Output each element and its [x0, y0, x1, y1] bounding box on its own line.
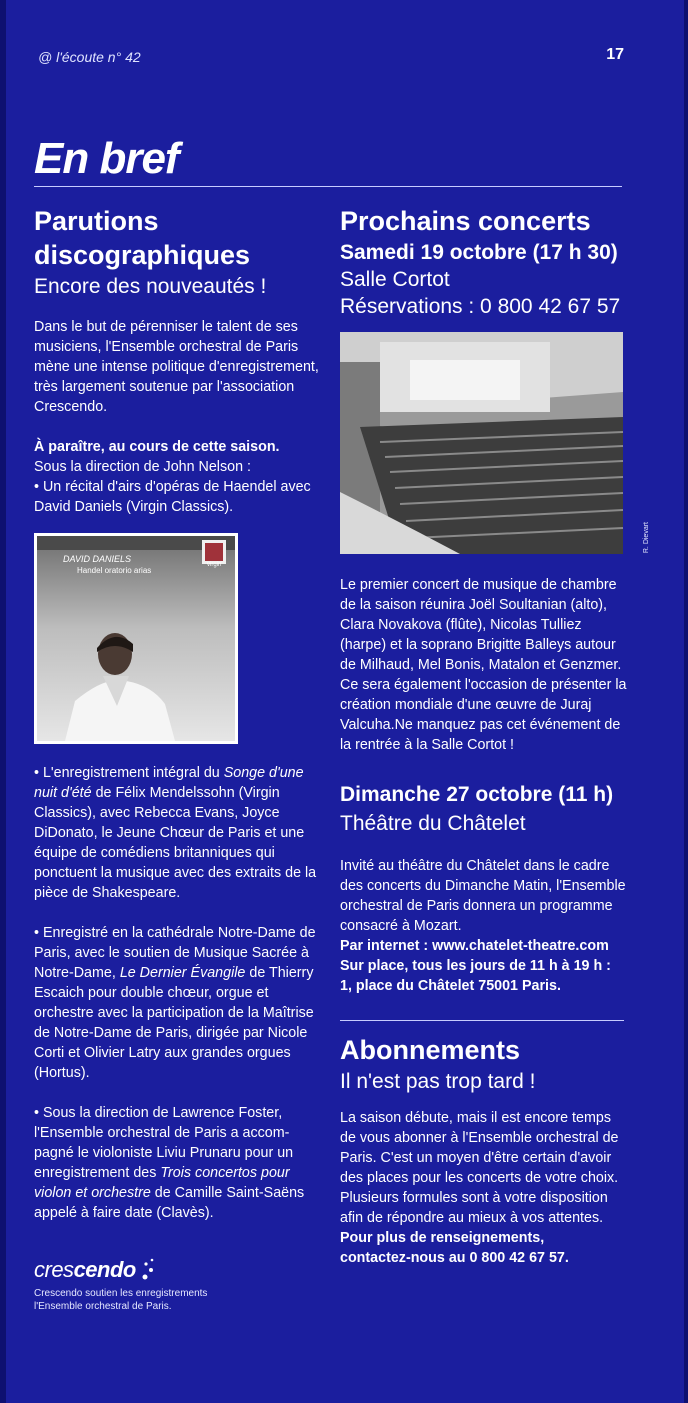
- crescendo-logo: [34, 1257, 319, 1283]
- photo-credit: R. Dievart: [643, 522, 650, 554]
- concert-hall-illustration: [340, 332, 623, 554]
- crescendo-wordmark: [34, 1257, 136, 1283]
- upcoming-heading: À paraître, au cours de cette saison.: [34, 439, 280, 455]
- upcoming-item-1: • Un récital d'airs d'opéras de Haendel avec David Daniels (Virgin Classics).: [34, 479, 311, 515]
- left-column: [34, 204, 319, 1313]
- subscriptions-divider: [340, 1020, 624, 1021]
- item-3-title: Le Dernier Évangile: [119, 965, 246, 981]
- concert1-venue: Salle Cortot: [340, 268, 450, 291]
- page-edge-right: [684, 0, 688, 1403]
- item-4-pre: • Sous la direction de Lawrence Foster, l'Ensemble orchestral de Paris a accompagné le violoniste Liviu Prunaru pour un enregistrement des: [34, 1105, 294, 1181]
- concert2-onsite: Sur place, tous les jours de 11 h à 19 h :: [340, 958, 611, 974]
- item-3-post: de Thierry Escaich pour double chœur, orgue et orchestre avec la participation de la Maîtrise de Notre-Dame de Paris, dirigée par Nicole Corti et Olivier Latry aux grandes orgues (Hortus).: [34, 965, 314, 1081]
- right-title: Prochains concerts: [340, 206, 591, 236]
- subscriptions-contact-line2: contactez-nous au 0 800 42 67 57.: [340, 1250, 569, 1266]
- album-subtitle: Handel oratorio arias: [77, 566, 152, 575]
- issue-label: @ l'écoute n° 42: [38, 49, 141, 65]
- item-3: [34, 923, 319, 1083]
- logo-pre: cres: [34, 1257, 74, 1282]
- salle-cortot-photo: [340, 332, 650, 554]
- concert1-description: Le premier concert de musique de chambre de la saison réunira Joël Soultanian (alto), Clara Novakova (flûte), Nicolas Tulliez (harpe) et la soprano Brigitte Balleys autour de Milhaud, Mel Bonis, Matalon et Genzmer. Ce sera également l'occasion de présenter la création mondiale d'une œuvre de Juraj Valcuha.Ne manquez pas cet événement de la rentrée à la Salle Cortot !: [340, 577, 627, 753]
- concert2-description: Invité au théâtre du Châtelet dans le cadre des concerts du Dimanche Matin, l'Ensemble orchestral de Paris donnera un programme consacré à Mozart.: [340, 858, 626, 934]
- upcoming-sub: Sous la direction de John Nelson :: [34, 459, 251, 475]
- subscriptions-contact-line1: Pour plus de renseignements,: [340, 1230, 545, 1246]
- album-label: virgin: [207, 562, 222, 568]
- concert1-date: Samedi 19 octobre (17 h 30): [340, 241, 618, 264]
- item-3-pre: • Enregistré en la cathédrale Notre-Dame de Paris, avec le soutien de Musique Sacrée à Notre-Dame,: [34, 925, 316, 981]
- right-column: [340, 204, 650, 1268]
- logo-caption-line1: Crescendo soutien les enregistrements: [34, 1288, 208, 1299]
- item-2: [34, 763, 319, 903]
- title-divider: [34, 186, 622, 187]
- concert2-venue: Théâtre du Châtelet: [340, 812, 526, 835]
- page-edge-left: [0, 0, 6, 1403]
- item-2-title: Songe d'une nuit d'été: [34, 765, 304, 801]
- item-2-post: de Félix Mendelssohn (Virgin Classics), avec Rebecca Evans, Joyce DiDonato, le Jeune Chœur de Paris et une équipe de comédiens britanniques qui ponctuent la musique avec des extraits de la pièce de Shakespeare.: [34, 785, 317, 901]
- left-title-line1: Parutions: [34, 206, 159, 236]
- logo-bold: cendo: [73, 1257, 136, 1282]
- page-number: 17: [606, 46, 624, 63]
- album-artist: DAVID DANIELS: [63, 554, 132, 564]
- item-4-title: Trois concertos pour violon et orchestre: [34, 1165, 290, 1201]
- item-4-post: de Camille Saint-Saëns appelé à faire date (Clavès).: [34, 1185, 305, 1221]
- concert2-date: Dimanche 27 octobre (11 h): [340, 783, 614, 806]
- subscriptions-title: Abonnements: [340, 1035, 521, 1065]
- item-4: [34, 1103, 319, 1223]
- subscriptions-subtitle: Il n'est pas trop tard !: [340, 1070, 536, 1093]
- concert1-reservations: Réservations : 0 800 42 67 57: [340, 295, 621, 318]
- intro-paragraph: Dans le but de pérenniser le talent de ses musiciens, l'Ensemble orchestral de Paris mène une intense politique d'enregistrement, très largement soutenue par l'association Crescendo.: [34, 319, 319, 415]
- section-title: En bref: [34, 134, 179, 183]
- concert2-internet: Par internet : www.chatelet-theatre.com: [340, 938, 609, 954]
- item-2-pre: • L'enregistrement intégral du: [34, 765, 224, 781]
- left-title-line2: discographiques: [34, 240, 251, 270]
- concert2-address: 1, place du Châtelet 75001 Paris.: [340, 978, 561, 994]
- music-notes-icon: [140, 1257, 156, 1283]
- album-cover-photo: [34, 533, 238, 744]
- logo-caption-line2: l'Ensemble orchestral de Paris.: [34, 1301, 172, 1312]
- left-subtitle: Encore des nouveautés !: [34, 275, 267, 298]
- subscriptions-body: La saison débute, mais il est encore temps de vous abonner à l'Ensemble orchestral de Paris. C'est un moyen d'être certain d'avoir des places pour les concerts de votre choix. Plusieurs formules sont à votre disposition afin de répondre au mieux à vos attentes.: [340, 1110, 619, 1226]
